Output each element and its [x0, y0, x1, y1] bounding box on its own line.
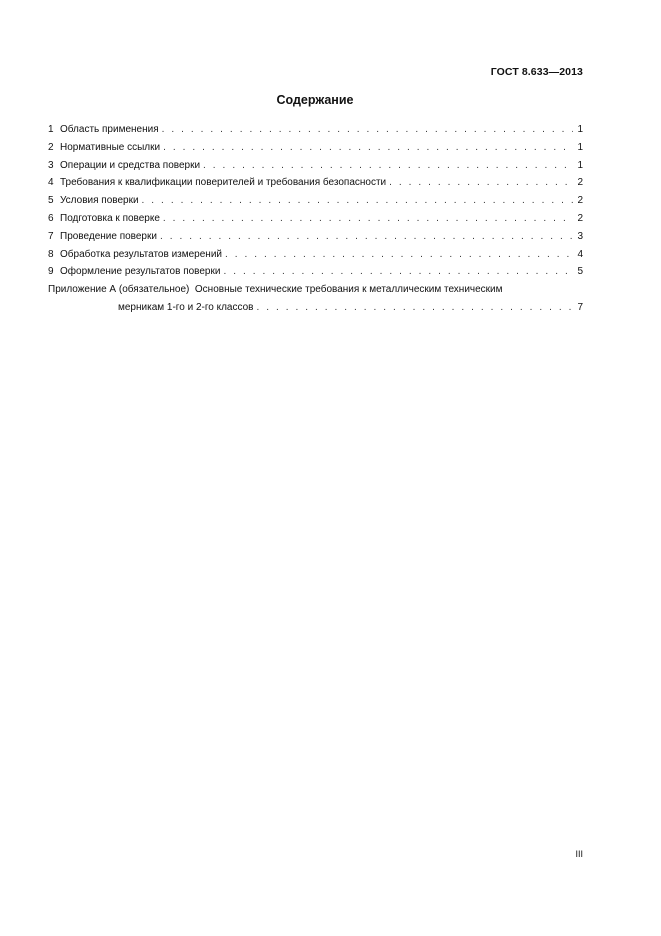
toc-entry-number: 2: [48, 141, 54, 153]
toc-entry-title: Проведение поверки: [60, 230, 157, 242]
toc-entry-number: 9: [48, 266, 54, 278]
annex-title-line-1: Основные технические требования к металлическим техническим: [194, 284, 503, 296]
toc-leader-dots: [389, 174, 573, 192]
toc-entry-4[interactable]: [48, 174, 583, 192]
document-code: ГОСТ 8.633—2013: [490, 66, 583, 78]
toc-entry-7[interactable]: [48, 228, 583, 246]
toc-entry-page: 1: [577, 141, 583, 153]
toc-entry-number: 8: [48, 248, 54, 260]
toc-entry-title: Нормативные ссылки: [60, 141, 161, 153]
toc-entry-2[interactable]: [48, 139, 583, 157]
toc-entry-3[interactable]: [48, 157, 583, 175]
toc-leader-dots: [256, 299, 573, 317]
toc-entry-1[interactable]: [48, 121, 583, 139]
toc-title: Содержание: [276, 93, 354, 107]
toc-entry-number: 5: [48, 195, 54, 207]
toc-entry-8[interactable]: [48, 246, 583, 264]
toc-entry-title: Операции и средства поверки: [60, 159, 201, 171]
toc-entry-title: Обработка результатов измерений: [60, 248, 222, 260]
toc-leader-dots: [163, 210, 573, 228]
toc-entry-page: 4: [577, 248, 583, 260]
toc-entry-title: Требования к квалификации поверителей и требования безопасности: [60, 177, 387, 189]
toc-leader-dots: [162, 121, 573, 139]
toc-entry-page: 2: [577, 195, 583, 207]
toc-entry-number: 3: [48, 159, 54, 171]
toc-entry-title: Условия поверки: [60, 195, 139, 207]
toc-entry-page: 2: [577, 177, 583, 189]
table-of-contents: [48, 121, 583, 317]
page-number: III: [575, 849, 583, 859]
toc-leader-dots: [160, 228, 573, 246]
annex-title-line-2: мерникам 1-го и 2-го классов: [118, 301, 254, 313]
toc-entry-page: 2: [577, 212, 583, 224]
toc-entry-page: 7: [577, 301, 583, 313]
toc-leader-dots: [223, 263, 573, 281]
annex-label: Приложение А (обязательное): [48, 284, 190, 296]
toc-entry-number: 7: [48, 230, 54, 242]
toc-entry-page: 5: [577, 266, 583, 278]
toc-entry-6[interactable]: [48, 210, 583, 228]
toc-leader-dots: [163, 139, 573, 157]
toc-entry-page: 3: [577, 230, 583, 242]
toc-entry-page: 1: [577, 159, 583, 171]
toc-entry-title: Область применения: [60, 124, 159, 135]
toc-entry-9[interactable]: [48, 263, 583, 281]
toc-entry-title: Оформление результатов поверки: [60, 266, 221, 278]
toc-leader-dots: [203, 157, 573, 175]
toc-entry-number: 6: [48, 212, 54, 224]
toc-entry-5[interactable]: [48, 192, 583, 210]
toc-entry-number: 4: [48, 177, 54, 189]
toc-annex-entry[interactable]: [48, 281, 583, 299]
toc-entry-page: 1: [577, 124, 583, 135]
toc-leader-dots: [225, 246, 573, 264]
toc-leader-dots: [142, 192, 573, 210]
toc-entry-title: Подготовка к поверке: [60, 212, 160, 224]
toc-entry-number: 1: [48, 124, 54, 135]
toc-annex-continuation[interactable]: [48, 299, 583, 317]
